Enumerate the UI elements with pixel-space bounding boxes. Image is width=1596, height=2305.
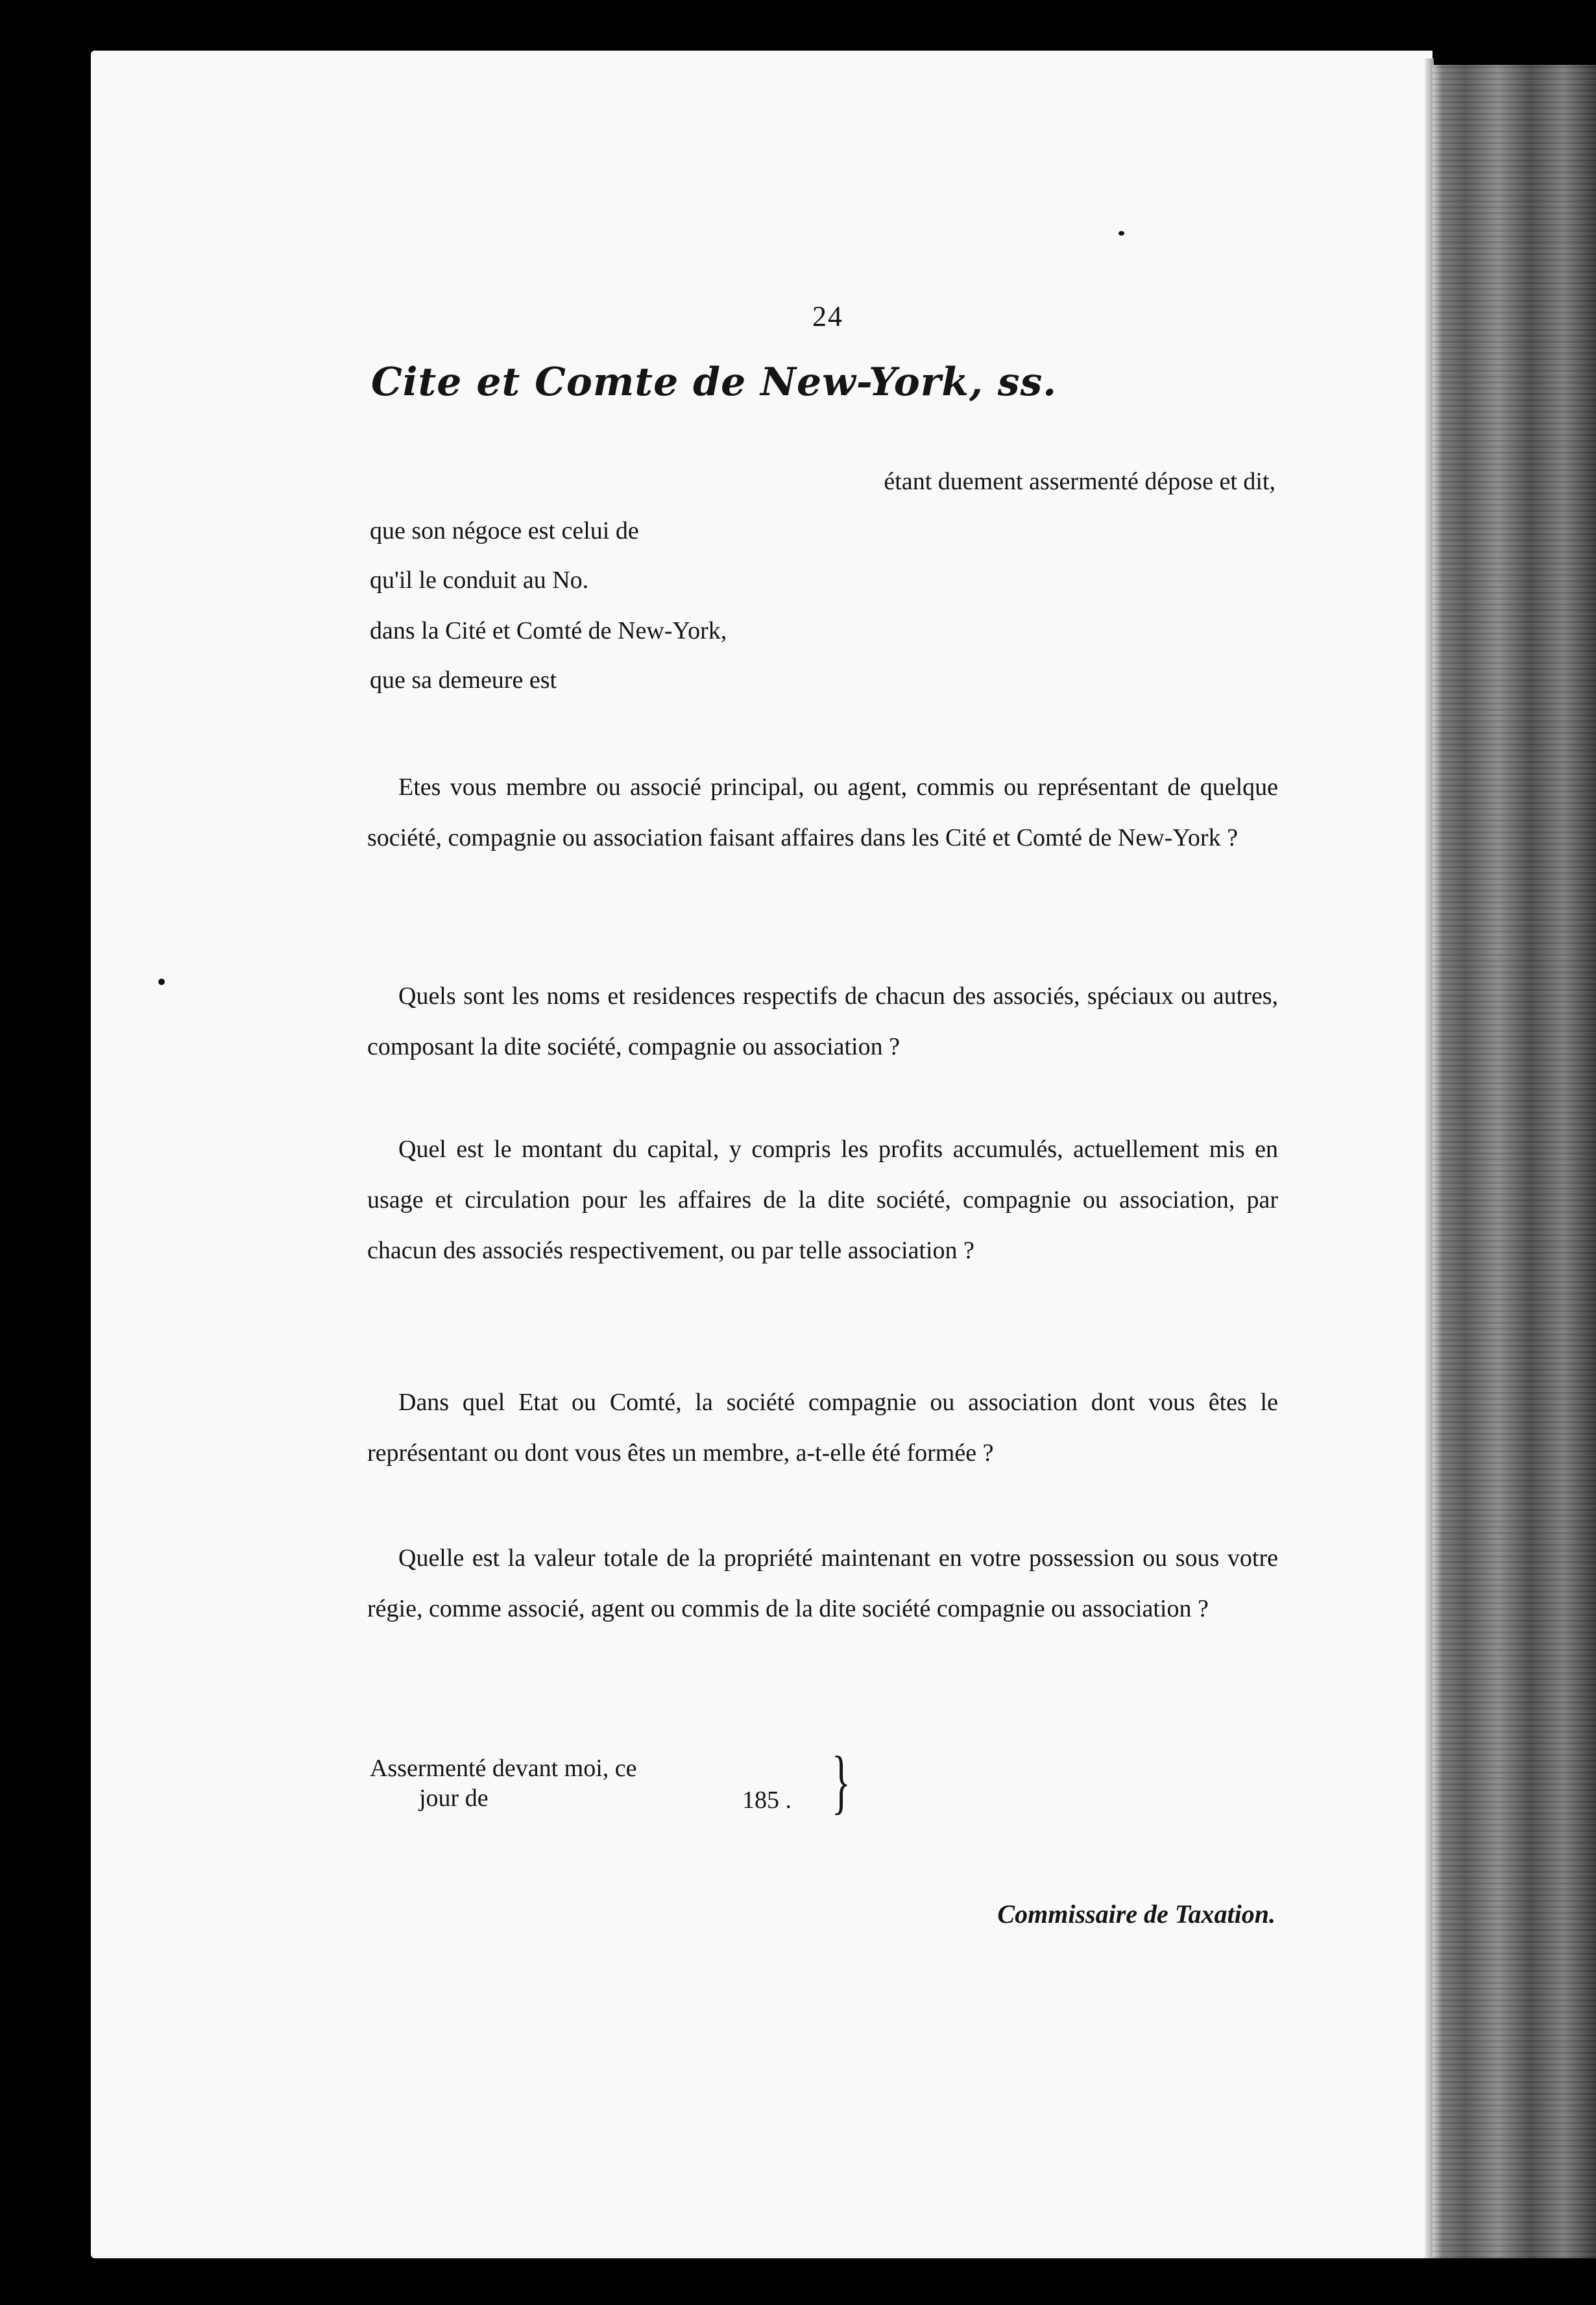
intro-line-3: qu'il le conduit au No. bbox=[370, 567, 589, 594]
intro-line-5: que sa demeure est bbox=[370, 666, 557, 694]
page-number: 24 bbox=[812, 300, 843, 332]
sworn-line-1: Assermenté devant moi, ce bbox=[370, 1755, 637, 1782]
question-paragraph: Dans quel Etat ou Comté, la société compagnie ou association dont vous êtes le représentant ou dont vous êtes un membre, a-t-elle été formée ? bbox=[367, 1389, 1278, 1467]
document-heading: Cite et Comte de New-York, ss. bbox=[371, 360, 1058, 405]
brace-glyph: } bbox=[831, 1742, 851, 1821]
speck bbox=[158, 979, 165, 985]
sworn-line-2: jour de bbox=[419, 1785, 489, 1812]
question-paragraph: Etes vous membre ou associé principal, ou agent, commis ou représentant de quelque société, compagnie ou association faisant affaires dans les Cité et Comté de New-York ? bbox=[367, 774, 1278, 851]
intro-line-1: étant duement assermenté dépose et dit, bbox=[884, 468, 1276, 495]
signature-line: Commissaire de Taxation. bbox=[997, 1899, 1276, 1929]
sworn-before-block bbox=[370, 1753, 637, 1813]
intro-line-2: que son négoce est celui de bbox=[370, 517, 639, 544]
book-binding bbox=[1433, 65, 1596, 2258]
sworn-year: 185 . bbox=[742, 1787, 792, 1814]
question-paragraph: Quels sont les noms et residences respectifs de chacun des associés, spéciaux ou autres, composant la dite société, compagnie ou association ? bbox=[367, 982, 1278, 1060]
speck bbox=[1118, 231, 1124, 236]
intro-line-4: dans la Cité et Comté de New-York, bbox=[370, 617, 727, 644]
question-paragraph: Quel est le montant du capital, y compris les profits accumulés, actuellement mis en usage et circulation pour les affaires de la dite société, compagnie ou association, par chacun des associés respectivement, ou par telle association ? bbox=[367, 1136, 1278, 1264]
question-paragraph: Quelle est la valeur totale de la propriété maintenant en votre possession ou sous votre régie, comme associé, agent ou commis de la dite société compagnie ou association ? bbox=[367, 1544, 1278, 1622]
